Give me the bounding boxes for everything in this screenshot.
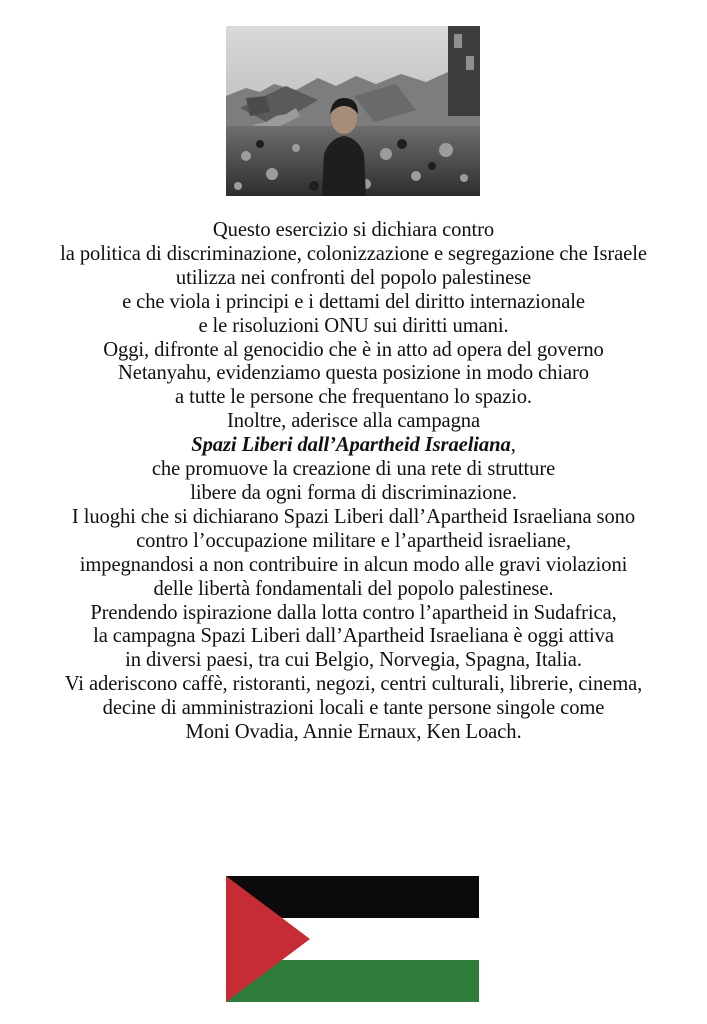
palestinian-flag	[226, 876, 479, 1002]
text-line-10	[0, 434, 707, 458]
text-line-6: Oggi, difronte al genocidio che è in atto ad opera del governo	[103, 338, 604, 361]
text-line-5: e le risoluzioni ONU sui diritti umani.	[198, 314, 509, 337]
rubble-photo-icon	[226, 26, 480, 196]
campaign-comma: ,	[510, 434, 516, 457]
text-line-7: Netanyahu, evidenziamo questa posizione in modo chiaro	[118, 362, 589, 385]
text-line-18: la campagna Spazi Liberi dall’Apartheid Israeliana è oggi attiva	[93, 625, 614, 648]
text-line-17: Prendendo ispirazione dalla lotta contro l’apartheid in Sudafrica,	[90, 601, 617, 624]
text-line-19: in diversi paesi, tra cui Belgio, Norvegia, Spagna, Italia.	[125, 649, 582, 672]
campaign-name: Spazi Liberi dall’Apartheid Israeliana	[191, 434, 511, 457]
palestinian-flag-icon	[226, 876, 479, 1002]
text-line-22: Moni Ovadia, Annie Ernaux, Ken Loach.	[185, 721, 522, 744]
text-line-14: contro l’occupazione militare e l’apartheid israeliane,	[136, 529, 571, 552]
text-line-8: a tutte le persone che frequentano lo spazio.	[175, 386, 532, 409]
text-line-11: che promuove la creazione di una rete di strutture	[151, 458, 556, 481]
text-line-20: Vi aderiscono caffè, ristoranti, negozi, centri culturali, librerie, cinema,	[64, 673, 643, 696]
text-line-16: delle libertà fondamentali del popolo palestinese.	[153, 577, 554, 600]
rubble-photo	[226, 26, 480, 196]
text-line-9: Inoltre, aderisce alla campagna	[226, 410, 481, 433]
declaration-text	[0, 219, 707, 745]
text-line-21: decine di amministrazioni locali e tante persone singole come	[102, 697, 605, 720]
text-line-1: Questo esercizio si dichiara contro	[212, 219, 495, 241]
text-line-4: e che viola i principi e i dettami del diritto internazionale	[122, 290, 585, 313]
text-line-2: la politica di discriminazione, colonizzazione e segregazione che Israele	[60, 242, 647, 265]
text-line-12: libere da ogni forma di discriminazione.	[190, 481, 517, 504]
text-line-15: impegnandosi a non contribuire in alcun modo alle gravi violazioni	[79, 553, 628, 576]
text-line-3: utilizza nei confronti del popolo palestinese	[175, 266, 532, 289]
text-line-13: I luoghi che si dichiarano Spazi Liberi dall’Apartheid Israeliana sono	[71, 505, 636, 528]
